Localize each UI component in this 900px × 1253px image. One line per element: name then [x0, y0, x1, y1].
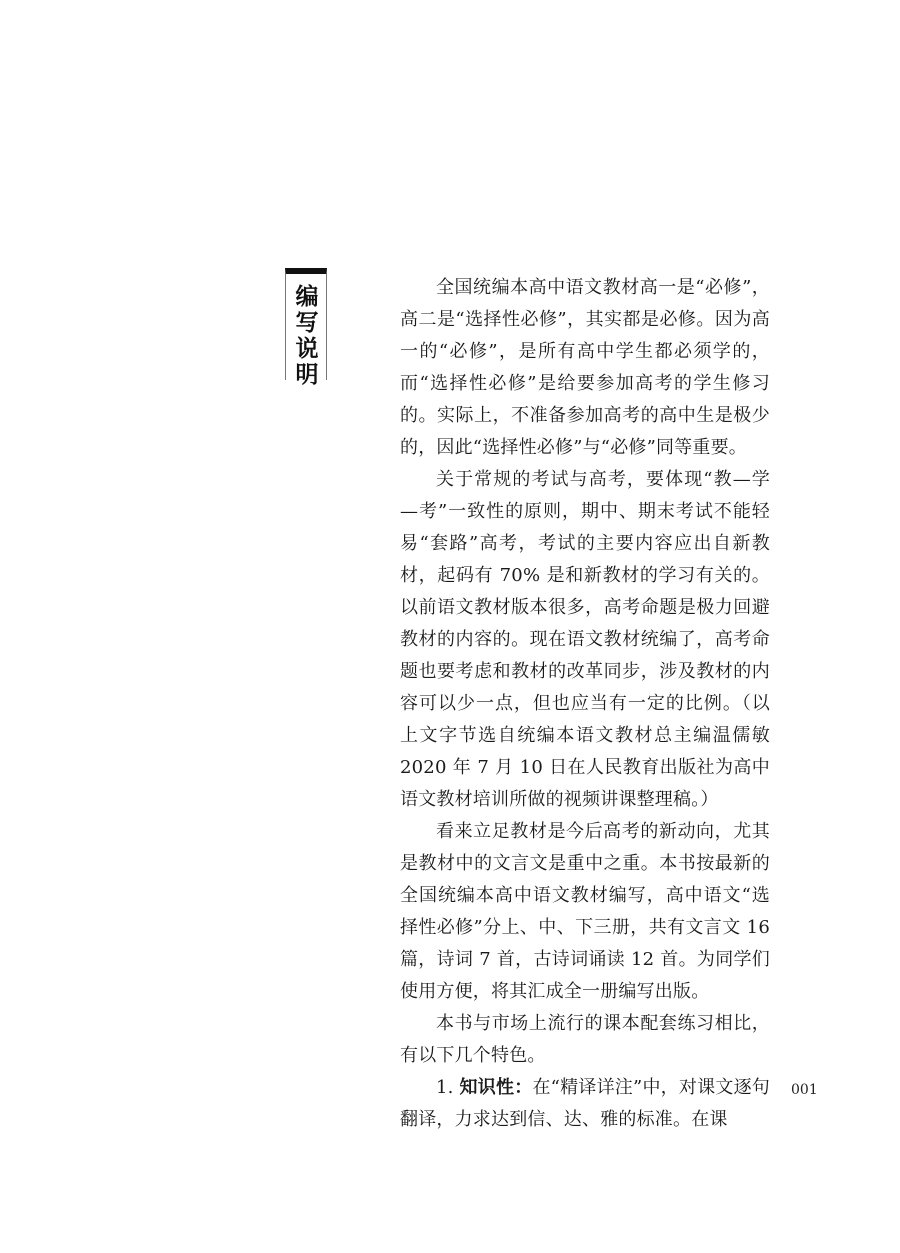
body-text	[400, 272, 770, 1136]
feature-title: 知识性：	[459, 1077, 533, 1098]
paragraph: 本书与市场上流行的课本配套练习相比，有以下几个特色。	[400, 1013, 770, 1066]
paragraph: 关于常规的考试与高考，要体现“教—学—考”一致性的原则，期中、期末考试不能轻易“套路”高考，考试的主要内容应出自新教材，起码有 70% 是和新教材的学习有关的。以前语文教材版本很多，高考命题是极力回避教材的内容的。现在语文教材统编了，高考命题也要考虑和教材的改革同步，涉及教材的内容可以少一点，但也应当有一定的比例。（以上文字节选自统编本语文教材总主编温儒敏 2020 年 7 月 10 日在人民教育出版社为高中语文教材培训所做的视频讲课整理稿。）	[400, 469, 770, 810]
feature-text: 在“精译详注”中，对课文逐句翻译，力求达到信、达、雅的标准。在课	[400, 1077, 771, 1130]
paragraph: 看来立足教材是今后高考的新动向，尤其是教材中的文言文是重中之重。本书按最新的全国统编本高中语文教材编写，高中语文“选择性必修”分上、中、下三册，共有文言文 16 篇，诗词 7 首，古诗词诵读 12 首。为同学们使用方便，将其汇成全一册编写出版。	[400, 821, 770, 1002]
side-heading-box	[285, 268, 327, 388]
side-heading-title: 编写说明	[295, 284, 319, 388]
feature-number: 1.	[436, 1077, 454, 1098]
paragraph: 全国统编本高中语文教材高一是“必修”，高二是“选择性必修”，其实都是必修。因为高一的“必修”，是所有高中学生都必须学的，而“选择性必修”是给要参加高考的学生修习的。实际上，不准备参加高考的高中生是极少的，因此“选择性必修”与“必修”同等重要。	[400, 277, 770, 458]
feature-paragraph	[400, 1072, 770, 1136]
page-number: 001	[791, 1082, 818, 1098]
